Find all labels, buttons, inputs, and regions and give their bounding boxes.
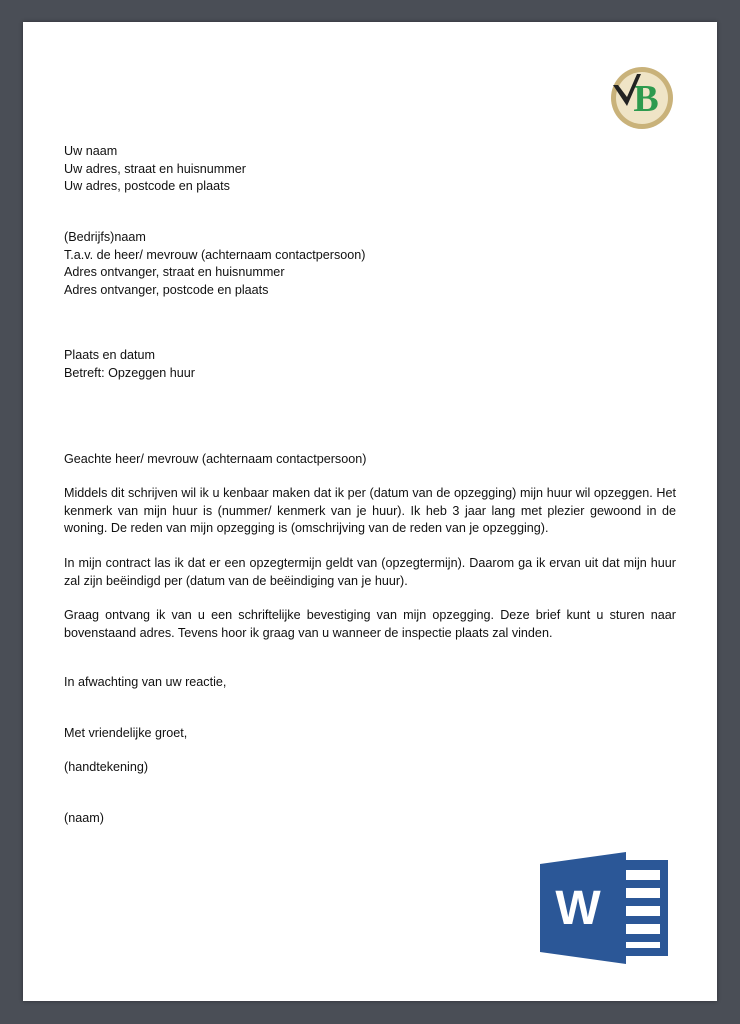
recipient-address-street: Adres ontvanger, straat en huisnummer [64, 265, 285, 280]
closing-line: In afwachting van uw reactie, [64, 675, 227, 689]
vb-logo-icon [607, 64, 675, 132]
recipient-company: (Bedrijfs)naam [64, 230, 146, 244]
body-paragraph-3: Graag ontvang ik van u een schriftelijke bevestiging van mijn opzegging. Deze brief kunt u sturen naar bovenstaand adres. Tevens hoor ik graag van u wanneer de inspectie plaats zal vinden. [64, 608, 676, 640]
recipient-attention: T.a.v. de heer/ mevrouw (achternaam contactpersoon) [64, 247, 366, 262]
name-placeholder: (naam) [64, 811, 104, 825]
body-paragraph-1: Middels dit schrijven wil ik u kenbaar maken dat ik per (datum van de opzegging) mijn huur wil opzeggen. Het kenmerk van mijn huur is (nummer/ kenmerk van je huur). Ik heb 3 jaar lang met plezier gewoond in de woning. De reden van mijn opzegging is (omschrijving van de reden van je opzegging). [64, 486, 676, 536]
subject-line: Betreft: Opzeggen huur [64, 365, 195, 380]
body-paragraph-2: In mijn contract las ik dat er een opzegtermijn geldt van (opzegtermijn). Daarom ga ik ervan uit dat mijn huur zal zijn beëindigd per (datum van de beëindiging van je huur). [64, 556, 676, 588]
recipient-block [64, 229, 676, 299]
salutation: Geachte heer/ mevrouw (achternaam contactpersoon) [64, 452, 367, 466]
word-icon-letter: W [555, 882, 601, 935]
sender-address-street: Uw adres, straat en huisnummer [64, 161, 246, 176]
place-date: Plaats en datum [64, 348, 156, 362]
sender-block [64, 143, 676, 196]
signature-placeholder: (handtekening) [64, 760, 149, 774]
sender-address-city: Uw adres, postcode en plaats [64, 179, 230, 194]
letter-page [23, 22, 717, 1001]
logo-letter: B [633, 78, 659, 120]
recipient-address-city: Adres ontvanger, postcode en plaats [64, 282, 269, 297]
microsoft-word-icon [540, 852, 670, 964]
greeting: Met vriendelijke groet, [64, 726, 188, 740]
meta-block [64, 347, 676, 382]
sender-name: Uw naam [64, 144, 118, 158]
